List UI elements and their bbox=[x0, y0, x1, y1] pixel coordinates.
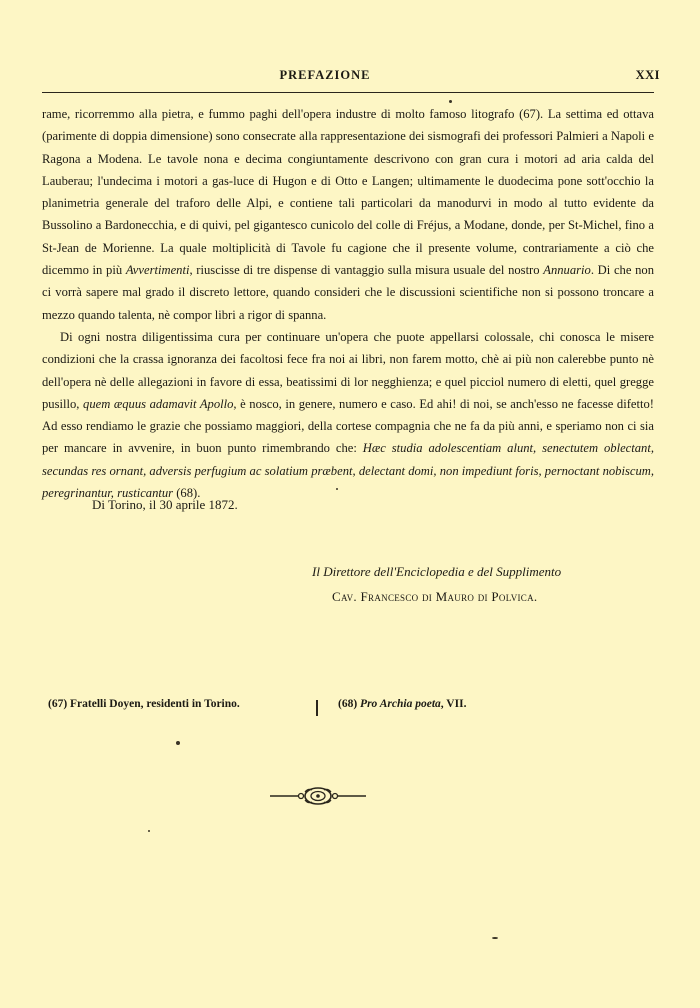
ink-speck bbox=[449, 100, 452, 103]
p2-text-1: Di ogni nostra diligentissima cura per continuare un'opera che puote appellarsi colossale, chi conosca le misere condizioni che la crassa ignoranza dei facoltosi fece fra noi ai libri, non farem motto, chè ai più non calerebbe punto nè dell'opera nè delle allegazioni in favore di essa, beatissimi di lor negghienza; e quel picciol numero di eletti, quel gregge pusillo, bbox=[42, 329, 654, 411]
p2-italic-2: Hæc studia adolescentiam alunt, senectutem oblectant, secundas res ornant, adversis perfugium ac solatium præbent, delectant domi, non impediunt foris, pernoctant nobiscum, peregrinantur, rusticantur bbox=[42, 441, 654, 501]
p2-text-3: (68). bbox=[173, 486, 201, 501]
p2-text-2: , è nosco, in genere, numero e caso. Ed ahi! di noi, se anch'esso ne facesse difetto! Ad esso rendiamo le grazie che possiamo maggiori, della cortese compagnia che ne fa da più anni, e speriamo non ci sia per mancare in avvenire, in buon punto rimembrando che: bbox=[42, 396, 655, 456]
decorative-tailpiece-icon bbox=[268, 783, 368, 809]
footnote-68-number: (68) bbox=[338, 698, 361, 710]
ink-speck bbox=[492, 937, 498, 939]
signature-title: Il Direttore dell'Enciclopedia e del Supplimento bbox=[312, 564, 562, 579]
page-number: XXI bbox=[635, 68, 660, 82]
date-line: Di Torino, il 30 aprile 1872. bbox=[92, 497, 238, 512]
footnote-68 bbox=[338, 698, 466, 710]
paragraph-2 bbox=[42, 326, 654, 504]
footnote-68-title: Pro Archia poeta bbox=[360, 698, 441, 710]
signature-name: Cav. Francesco di Mauro di Polvica. bbox=[332, 589, 538, 604]
footnote-67: (67) Fratelli Doyen, residenti in Torino. bbox=[48, 698, 240, 710]
paragraph-1 bbox=[42, 103, 654, 326]
p2-italic-1: quem æquus adamavit Apollo bbox=[83, 396, 234, 411]
footnote-separator bbox=[316, 700, 318, 716]
header-rule bbox=[42, 92, 654, 93]
p1-italic-1: Avvertimenti bbox=[125, 263, 190, 278]
ink-speck bbox=[176, 741, 180, 745]
body-text bbox=[42, 103, 654, 504]
ink-speck bbox=[336, 488, 338, 490]
p1-text-2: , riuscisse di tre dispense di vantaggio sulla misura usuale del nostro bbox=[189, 263, 544, 278]
p1-italic-2: Annuario bbox=[543, 263, 591, 278]
p1-text-3: . Di che non ci vorrà sapere mal grado il discreto lettore, quando consideri che le discussioni scientifiche non si possono troncare a mezzo quando talenta, nè compor libri a rigor di spanna. bbox=[42, 263, 654, 322]
footnote-68-rest: , VII. bbox=[440, 698, 467, 710]
ink-speck bbox=[148, 830, 150, 832]
running-title: PREFAZIONE bbox=[279, 68, 371, 82]
p1-text-1: rame, ricorremmo alla pietra, e fummo paghi dell'opera industre di molto famoso litografo (67). La settima ed ottava (parimente di doppia dimensione) sono consecrate alla rappresentazione dei sismografi dei professori Palmieri a Napoli e Ragona a Modena. Le tavole nona e decima congiuntamente descrivono con gran cura i motori ad aria calda del Lauberau; l'undecima i motori a gas-luce di Hugon e di Otto e Langen; ultimamente le duodecima pone sott'occhio la planimetria generale del traforo delle Alpi, e contiene tali particolari da manodurvi in modo al tutto evidente da Bussolino a Bardonecchia, e di quivi, pel gigantesco cunicolo del colle di Fréjus, a Modane, donde, per St-Michel, fino a St-Jean de Morienne. La quale moltiplicità di Tavole fu cagione che il presente volume, contrariamente a ciò che dicemmo in più bbox=[42, 107, 654, 278]
